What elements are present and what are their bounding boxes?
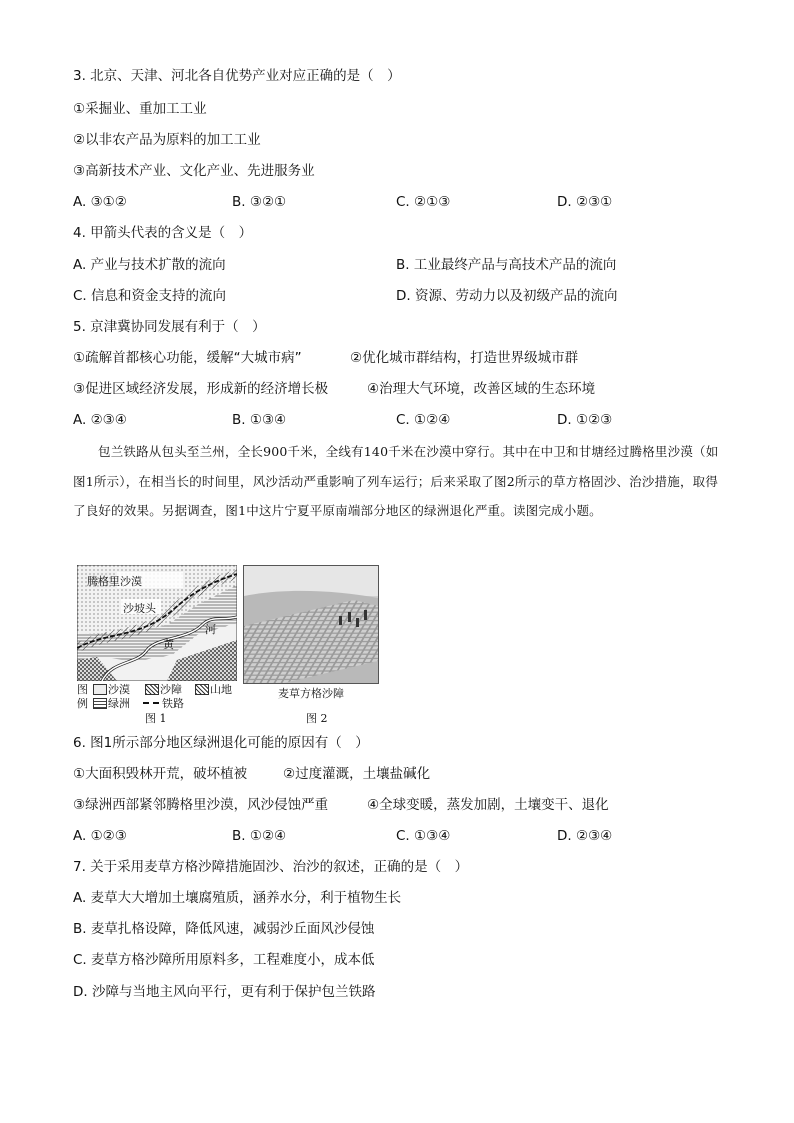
figure1-caption: 图 1 <box>145 712 167 725</box>
figure1-legend <box>77 681 237 711</box>
q6-option-a: A. ①②③ <box>73 828 127 844</box>
legend-swatch-railway <box>143 702 159 704</box>
q3-option-c: C. ②①③ <box>396 194 451 210</box>
legend-title-1: 图 <box>77 683 88 696</box>
q6-item-3: ③绿洲西部紧邻腾格里沙漠，风沙侵蚀严重 <box>73 797 329 813</box>
q7-option-d: D. 沙障与当地主风向平行，更有利于保护包兰铁路 <box>73 984 376 1000</box>
q7-option-c: C. 麦草方格沙障所用原料多，工程难度小，成本低 <box>73 952 375 968</box>
q3-option-a: A. ③①② <box>73 194 127 210</box>
q6-option-d: D. ②③④ <box>557 828 613 844</box>
figure2-photo <box>243 565 379 684</box>
figure2-caption: 图 2 <box>306 712 328 725</box>
q5-option-b: B. ①③④ <box>232 412 287 428</box>
q5-option-a: A. ②③④ <box>73 412 127 428</box>
q6-stem: 6. 图1所示部分地区绿洲退化可能的原因有（ ） <box>73 735 369 751</box>
map-label-river-1: 黄 <box>163 638 174 651</box>
q5-item-3: ③促进区域经济发展，形成新的经济增长极 <box>73 381 329 397</box>
q6-item-4: ④全球变暖，蒸发加剧，土壤变干、退化 <box>367 797 609 813</box>
q6-option-c: C. ①③④ <box>396 828 451 844</box>
figure1-map <box>77 565 237 681</box>
map-label-river-2: 河 <box>205 623 216 636</box>
legend-title-2: 例 <box>77 697 88 710</box>
figure2-label-box <box>243 682 379 706</box>
q4-option-d: D. 资源、劳动力以及初级产品的流向 <box>396 288 618 304</box>
q3-item-3: ③高新技术产业、文化产业、先进服务业 <box>73 163 315 179</box>
q3-item-2: ②以非农产品为原料的加工工业 <box>73 132 261 148</box>
q7-option-b: B. 麦草扎格设障，降低风速，减弱沙丘面风沙侵蚀 <box>73 921 375 937</box>
q5-option-c: C. ①②④ <box>396 412 451 428</box>
q4-stem: 4. 甲箭头代表的含义是（ ） <box>73 225 253 241</box>
legend-desert: 沙漠 <box>108 683 130 696</box>
q5-stem: 5. 京津冀协同发展有利于（ ） <box>73 319 266 335</box>
legend-swatch-barrier <box>145 684 159 695</box>
legend-swatch-desert <box>93 684 107 695</box>
q6-option-b: B. ①②④ <box>232 828 287 844</box>
legend-swatch-mountain <box>195 684 209 695</box>
q5-item-2: ②优化城市群结构，打造世界级城市群 <box>350 350 579 366</box>
legend-railway: 铁路 <box>162 697 184 710</box>
map-label-shapotou: 沙坡头 <box>123 602 156 615</box>
q6-item-2: ②过度灌溉，土壤盐碱化 <box>283 766 431 782</box>
q4-option-b: B. 工业最终产品与高技术产品的流向 <box>396 257 617 273</box>
q3-option-d: D. ②③① <box>557 194 613 210</box>
map-label-desert: 腾格里沙漠 <box>87 575 142 588</box>
q4-option-a: A. 产业与技术扩散的流向 <box>73 257 226 273</box>
q6-item-1: ①大面积毁林开荒，破坏植被 <box>73 766 248 782</box>
q5-item-1: ①疏解首都核心功能，缓解“大城市病” <box>73 350 302 366</box>
legend-oasis: 绿洲 <box>108 697 130 710</box>
q5-option-d: D. ①②③ <box>557 412 613 428</box>
legend-barrier: 沙障 <box>160 683 182 696</box>
figure2-label: 麦草方格沙障 <box>278 687 344 700</box>
q3-option-b: B. ③②① <box>232 194 287 210</box>
legend-swatch-oasis <box>93 698 107 709</box>
q3-item-1: ①采掘业、重加工工业 <box>73 101 207 117</box>
q4-option-c: C. 信息和资金支持的流向 <box>73 288 227 304</box>
q7-stem: 7. 关于采用麦草方格沙障措施固沙、治沙的叙述，正确的是（ ） <box>73 859 469 875</box>
q5-item-4: ④治理大气环境，改善区域的生态环境 <box>367 381 596 397</box>
straw-checkerboard-photo <box>244 566 378 683</box>
q3-stem: 3. 北京、天津、河北各自优势产业对应正确的是（ ） <box>73 68 401 84</box>
reading-passage: 包兰铁路从包头至兰州，全长900千米，全线有140千米在沙漠中穿行。其中在中卫和甘塘经过腾格里沙漠（如图1所示），在相当长的时间里，风沙活动严重影响了列车运行；后来采取了图2所示的草方格固沙、治沙措施，取得了良好的效果。另据调查，图1中这片宁夏平原南端部分地区的绿洲退化严重。读图完成小题。 <box>73 444 719 518</box>
q7-option-a: A. 麦草大大增加土壤腐殖质，涵养水分，利于植物生长 <box>73 890 402 906</box>
legend-mountain: 山地 <box>210 683 232 696</box>
